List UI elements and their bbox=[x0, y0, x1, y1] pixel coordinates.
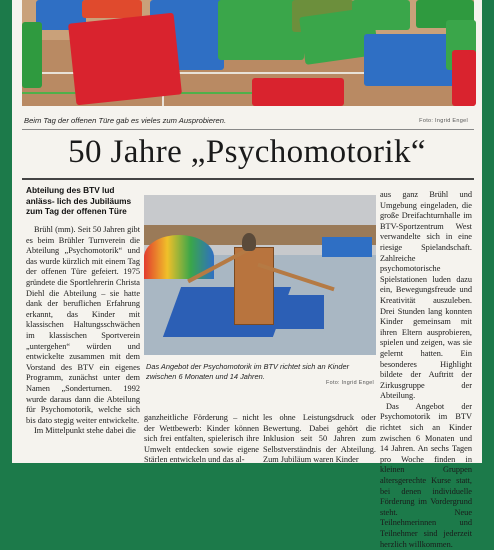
top-photo-caption: Beim Tag der offenen Türe gab es vieles zum Ausprobieren. bbox=[24, 116, 227, 125]
vaulting-box bbox=[234, 247, 274, 325]
top-photo-credit: Foto: Ingrid Engel bbox=[419, 118, 468, 124]
article-subheading: Abteilung des BTV lud anläss- lich des Jubiläums zum Tag der offenen Türe bbox=[26, 185, 132, 216]
paragraph: Brühl (mm). Seit 50 Jahren gibt es beim Brühler Turnverein die Abteilung „Psychomotorik“ und das wurde kürzlich mit einem Tag der offenen Türe gefeiert. 1975 gründete die Sportlehrerin Christa Diehl die Abteilung – sie hatte dank der beruflichen Erfahrung erkannt, das Kinder mit klassischen Haltungsschwächen im klassischen Sportverein „untergehen“ würden und entwickelte zusammen mit dem Vorstand des BTV ein eigenes Programm, zunächst unter dem Namen „Sonderturnen. 1992 wurde daraus dann die Abteilung für Psychomotorik, welche sich bis dato stegig weiter entwickelte. bbox=[26, 225, 140, 425]
middle-photo bbox=[144, 195, 376, 355]
top-photo bbox=[22, 0, 474, 106]
blue-mat bbox=[322, 237, 372, 257]
article-headline: 50 Jahre „Psychomotorik“ bbox=[68, 134, 426, 170]
foam-cube-red bbox=[252, 78, 344, 106]
foam-cube-green bbox=[22, 22, 42, 88]
child-figure bbox=[242, 233, 256, 251]
newspaper-clipping bbox=[12, 0, 482, 549]
article-column-1 bbox=[26, 225, 140, 461]
paragraph: Im Mittelpunkt stehe dabei die bbox=[34, 426, 136, 436]
blue-mat bbox=[274, 295, 324, 329]
foam-cube-red bbox=[452, 50, 476, 106]
paragraph: Das Angebot der Psychomotorik im BTV richtet sich an Kinder zwischen 6 Monaten und 14 Jahren. An sechs Tagen pro Woche finden in kleinen Gruppen altersgerechte Kurse statt, bei denen individuelle Förderung im Vordergrund steht. Neue Teilnehmerinnen und Teilnehmer sind jederzeit herzlich willkommen. bbox=[380, 401, 472, 549]
foam-cube-red bbox=[82, 0, 142, 18]
divider-line bbox=[22, 129, 474, 130]
middle-photo-caption: Das Angebot der Psychomotorik im BTV richtet sich an Kinder zwischen 6 Monaten und 14 Jahren. bbox=[146, 362, 350, 381]
paragraph: aus ganz Brühl und Umgebung eingeladen, die große Dreifachturnhalle im BTV-Sportzentrum West verwandelte sich in eine riesige Spielandschaft. Zahlreiche psychomotorische Spielstationen luden dazu ein, Bewegungsfreude und Kreativität auszuleben. Drei Stunden lang konnten Kinder gemeinsam mit ihren Eltern ausprobieren, spielen und zeigen, was sie gelernt hatten. Ein besonderes Highlight bildete der Auftritt der Zirkusgruppe der Abteilung. bbox=[380, 190, 472, 401]
article-column-3: les ohne Leistungsdruck oder Bewertung. Dabei gehört die Inklusion seit 50 Jahren zum Selbstverständnis der Abteilung. Zum Jubiläum waren Kinder bbox=[263, 413, 376, 465]
article-column-4 bbox=[380, 190, 472, 549]
middle-photo-credit: Foto: Ingrid Engel bbox=[326, 380, 374, 386]
article-column-2: ganzheitliche Förderung – nicht der Wettbewerb: Kinder können sich frei entfalten, spielerisch ihre Umwelt entdecken sowie eigene Stärlen entwickeln und das al- bbox=[144, 413, 259, 465]
foam-cube-red bbox=[68, 13, 182, 106]
divider-line bbox=[22, 178, 474, 180]
